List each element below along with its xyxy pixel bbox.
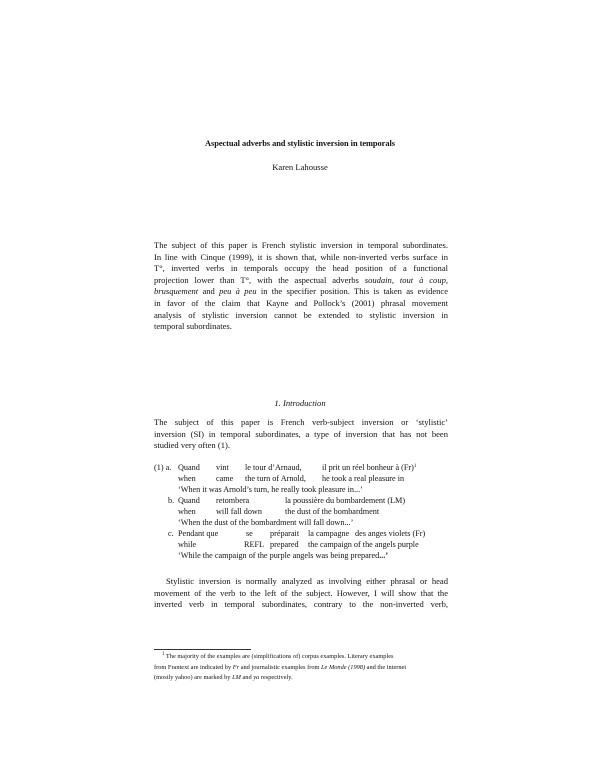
example-word: retombera: [216, 496, 250, 505]
paper-author: Karen Lahousse: [272, 162, 328, 172]
example-word: préparait: [270, 529, 300, 538]
gloss-word: came: [216, 474, 234, 483]
example-label: (1) a.: [154, 463, 172, 472]
example-label: c.: [168, 529, 174, 538]
abstract-line: T°, inverted verbs in temporals occupy the head position of a functional: [154, 263, 448, 274]
footnote-mark: 1: [413, 464, 417, 469]
footnote: [154, 652, 448, 684]
footnote-text: The majority of the examples are (simplifications of) corpus examples. Literary examples: [165, 653, 394, 660]
footnote-text: (mostly yahoo) are marked by: [154, 674, 231, 682]
footnote-text: Le Monde (1998): [321, 663, 366, 671]
example-word: des anges violets (Fr): [355, 529, 426, 538]
body-line: inverted verb in temporal subordinates, contrary to the non-inverted verb,: [154, 599, 448, 610]
abstract-adverb: soudain, tout à coup,: [364, 274, 449, 285]
abstract-line: The subject of this paper is French stylistic inversion in temporal subordinates.: [154, 240, 448, 250]
footnote-line: [154, 652, 448, 663]
gloss-word: REFL: [244, 540, 265, 549]
abstract: [154, 240, 448, 333]
footnote-rule: [154, 649, 251, 650]
example-word: Quand: [178, 463, 200, 472]
translation: [178, 550, 388, 561]
gloss-word: the campaign of the angels purple: [308, 540, 419, 549]
abstract-line: [154, 275, 448, 287]
translation-end: ...’: [379, 551, 389, 560]
example-block: [154, 462, 454, 572]
intro-line: inversion (SI) in temporal subordinates, a type of inversion that has not been: [154, 428, 448, 439]
gloss-word: prepared: [270, 540, 299, 549]
example-word-text: il prit un réel bonheur à (Fr): [322, 463, 414, 472]
footnote-text: and the internet: [366, 663, 407, 671]
body-line: movement of the verb to the left of the subject. However, I will show that the: [154, 587, 448, 598]
gloss-word: will fall down: [216, 507, 262, 516]
abstract-line: In line with Cinque (1999), it is shown that, while non-inverted verbs surface in: [154, 251, 448, 262]
gloss-word: the turn of Arnold,: [245, 474, 306, 483]
translation: ‘When the dust of the bombardment will fall down...’: [178, 518, 354, 527]
footnote-line: [154, 673, 448, 684]
abstract-text: in the specifier position. This is taken as evidence: [260, 286, 448, 297]
example-label: b.: [168, 496, 175, 505]
footnote-text: and journalistic examples from: [240, 663, 320, 671]
gloss-word: the dust of the bombardment: [285, 507, 380, 516]
translation: ‘When it was Arnold’s turn, he really took pleasure in...’: [178, 485, 363, 494]
translation-text: ‘While the campaign of the purple angels was being prepared: [178, 551, 380, 560]
paper-title: Aspectual adverbs and stylistic inversion in temporals: [205, 139, 395, 148]
intro-line: The subject of this paper is French verb-subject inversion or ‘stylistic’: [154, 417, 448, 427]
example-word: Quand: [178, 496, 200, 505]
example-word: se: [246, 529, 253, 538]
abstract-line: analysis of stylistic inversion cannot be extended to stylistic inversion in: [154, 309, 448, 320]
example-word: la campagne: [308, 529, 350, 538]
section-heading: 1. Introduction: [274, 398, 326, 408]
abstract-line: [154, 286, 448, 298]
abstract-line: temporal subordinates.: [154, 321, 232, 332]
abstract-adverb: brusquement: [154, 286, 199, 297]
footnote-text: respectively.: [260, 674, 293, 682]
intro-paragraph: [154, 417, 448, 452]
abstract-text: projection lower than T°, with the aspectual adverbs: [154, 274, 359, 285]
example-word: [322, 462, 416, 473]
gloss-word: when: [178, 507, 196, 516]
footnote-text: from Frantext are indicated by: [154, 663, 232, 671]
gloss-word: while: [178, 540, 197, 549]
body-paragraph: [154, 576, 448, 611]
abstract-adverb: peu à peu: [219, 286, 257, 297]
example-word: Pendant que: [178, 529, 219, 538]
footnote-text: and: [242, 674, 252, 682]
example-word: vint: [216, 463, 229, 472]
abstract-line: in favor of the claim that Kayne and Pollock’s (2001) phrasal movement: [154, 297, 448, 308]
gloss-word: he took a real pleasure in: [322, 474, 405, 483]
abstract-text: and: [202, 286, 215, 297]
body-line: Stylistic inversion is normally analyzed as involving either phrasal or head: [166, 576, 448, 586]
intro-line: studied very often (1).: [154, 440, 230, 451]
example-word: le tour d’Arnaud,: [245, 463, 302, 472]
footnote-text: ya: [253, 674, 260, 682]
example-word: la poussière du bombardement (LM): [285, 496, 406, 505]
gloss-word: when: [178, 474, 196, 483]
footnote-text: LM: [232, 674, 241, 682]
footnote-mark: 1: [161, 652, 165, 657]
footnote-text: Fr: [232, 663, 240, 671]
footnote-line: [154, 663, 448, 674]
